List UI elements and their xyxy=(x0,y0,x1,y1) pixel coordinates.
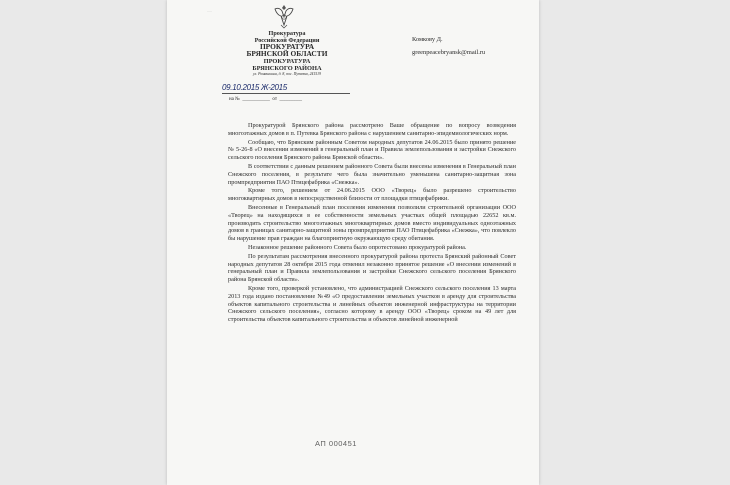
letter-body xyxy=(228,122,516,325)
paragraph: Прокуратурой Брянского района рассмотрено Ваше обращение по вопросу возведения многоэтажных домов в п. Путевка Брянского района с нарушением санитарно-эпидемиологических норм. xyxy=(228,122,516,137)
paragraph: Внесенные в Генеральный план поселения изменения позволили строительной организации ООО «Творец» на находящихся в ее собственности земельных участках общей площадью 22652 кв.м. производить строительство многоэтажных многоквартирных домов вместо индивидуальных одноэтажных домов в границах санитарно-защитной зоны промпредприятия ПАО Птицефабрика «Снежка», что повлекло бы нарушение прав граждан на благоприятную окружающую среду обитания. xyxy=(228,203,516,243)
header-line-4: БРЯНСКОЙ ОБЛАСТИ xyxy=(246,49,328,58)
reply-to-number: на № ___________ от _________ xyxy=(229,97,303,102)
recipient-name: Комкову Д. xyxy=(412,36,443,43)
header-district xyxy=(227,58,347,72)
paragraph: Кроме того, проверкой установлено, что администрацией Снежского сельского поселения 13 марта 2013 года издано постановление №49 «О предоставлении земельных участков в аренду для строительства объектов капитального строительства и линейных объектов инженерной инфраструктуры на территории Снежского сельского поселения», согласно которому в аренду ООО «Творец» сроком на 49 лет для строительства объектов капитального строительства и объектов линейной инженерной xyxy=(228,284,516,324)
paragraph: Незаконное решение районного Совета было опротестовано прокуратурой района. xyxy=(248,243,467,251)
header-line-5: ПРОКУРАТУРА xyxy=(263,58,311,65)
corner-mark: ····· xyxy=(207,10,212,14)
header-line-1: Прокуратура xyxy=(268,30,306,37)
serial-stamp: АП 000451 xyxy=(315,439,357,448)
header-line-6: БРЯНСКОГО РАЙОНА xyxy=(252,65,322,72)
paragraph: Кроме того, решением от 24.06.2015 ООО «Творец» было разрешено строительство многоквартирных домов в непосредственной близости от площадки птицефабрики. xyxy=(228,187,516,203)
paragraph: По результатам рассмотрения внесенного прокуратурой района протеста Брянский районный Совет народных депутатов 28 октября 2015 года отменил незаконно принятое решение «О внесении изменений в генеральный план и Правила землепользования и застройки Снежского сельского поселения Брянского района Брянской области». xyxy=(228,252,516,284)
header-line-3: ПРОКУРАТУРА xyxy=(259,42,315,51)
recipient-email: greenpeacebryansk@mail.ru xyxy=(412,49,486,56)
recipient-block xyxy=(412,33,485,59)
header-line-2: Российской Федерации xyxy=(254,37,320,44)
document-page xyxy=(167,0,539,485)
header-address: ул. Ромашкина, д. 8, пос. Путевка, 241519 xyxy=(253,72,321,76)
handwritten-reference: 09.10.2015 Ж-2015 xyxy=(222,83,287,92)
paragraph: Сообщаю, что Брянским районным Советом народных депутатов 24.06.2015 было принято решение № 5-26-8 «О внесении изменений в генеральный план и Правила землепользования и застройки Снежского сельского поселения Брянского района Брянской области». xyxy=(228,138,516,162)
coat-of-arms-icon xyxy=(273,3,295,29)
header-region xyxy=(227,43,347,57)
reference-underline xyxy=(222,93,350,94)
paragraph: В соответствии с данным решением районного Совета были внесены изменения в Генеральный план Снежского поселения, в результате чего была значительно уменьшена санитарно-защитная зона промпредприятия ПАО Птицефабрика «Снежка». xyxy=(228,162,516,186)
